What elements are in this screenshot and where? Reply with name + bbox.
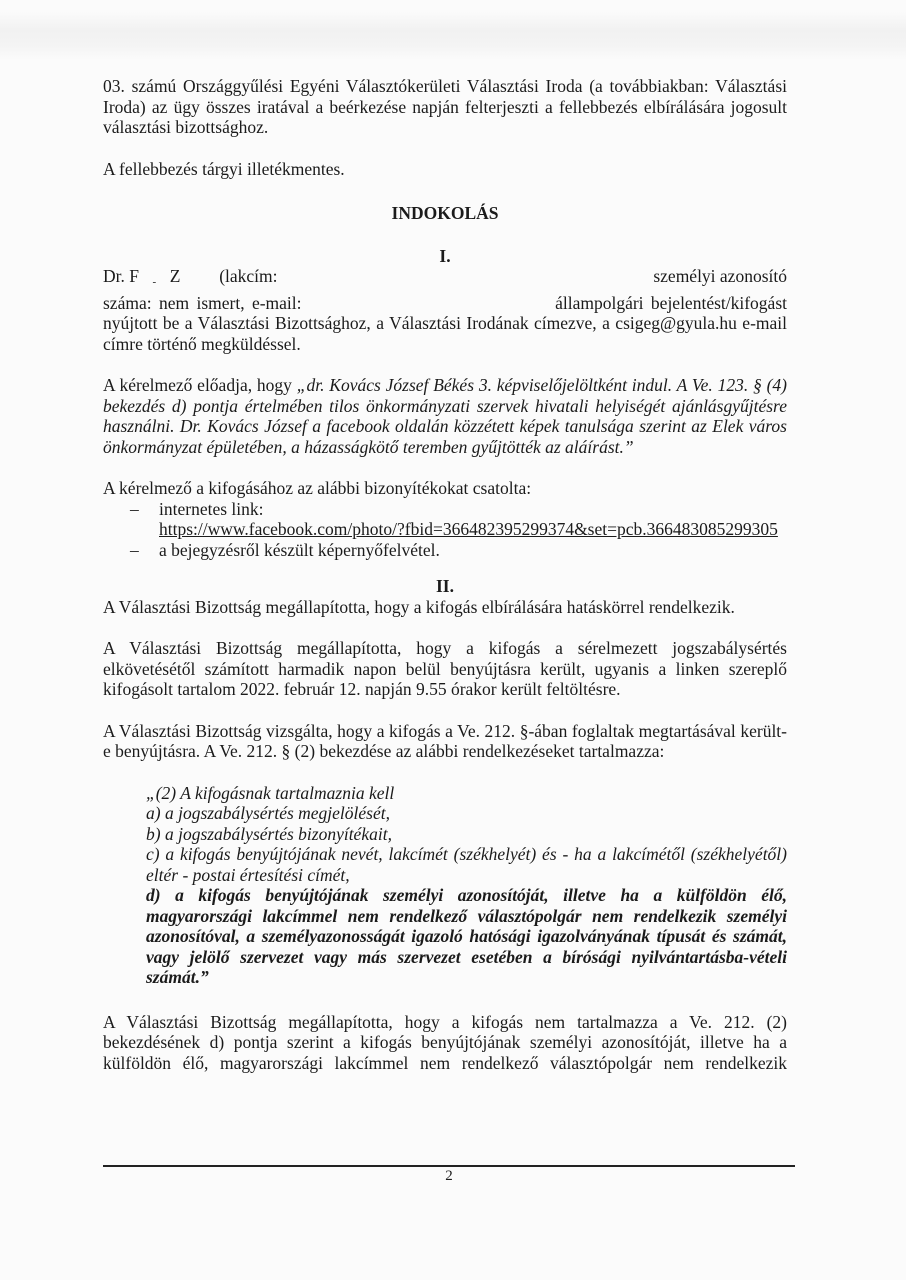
applicant-line-1 bbox=[103, 266, 787, 293]
evidence-list bbox=[103, 499, 787, 561]
id-number-text: száma: nem ismert, e-mail: bbox=[103, 292, 302, 313]
dash-bullet: – bbox=[130, 539, 139, 560]
evidence-item-link bbox=[103, 499, 787, 540]
applicant-line-2 bbox=[103, 293, 787, 314]
address-label: (lakcím: bbox=[219, 266, 278, 286]
evidence-item-screenshot bbox=[103, 540, 787, 561]
complaint-text: állampolgári bejelentést/kifogást bbox=[555, 292, 787, 313]
scan-artifact-band bbox=[0, 12, 906, 60]
evidence-label: internetes link: bbox=[159, 498, 264, 519]
section-title: INDOKOLÁS bbox=[391, 203, 499, 223]
law-point-c: c) a kifogás benyújtójának nevét, lakcímét (székhelyét) és - ha a lakcímétől (székhelyétől) eltér - postai értesítési címét, bbox=[146, 844, 787, 885]
applicant-initial: Z bbox=[169, 266, 181, 286]
law-point-d: d) a kifogás benyújtójának személyi azonosítóját, illetve ha a külföldön élő, magyarországi lakcímmel nem rendelkező választópolgár nem rendelkezik személyi azonosítóval, a személyazonosságát igazoló hatósági igazolványának típusát és számát, vagy jelölő szervezet vagy más szervezet esetében a bírósági nyilvántartásba-vételi számát.” bbox=[146, 885, 787, 987]
facebook-link[interactable]: https://www.facebook.com/photo/?fbid=366482395299374&set=pcb.366483085299305 bbox=[159, 519, 778, 539]
applicant-name-start: Dr. F bbox=[103, 266, 139, 286]
examination-paragraph: A Választási Bizottság vizsgálta, hogy a kifogás a Ve. 212. §-ában foglaltak megtartásával került-e benyújtásra. A Ve. 212. § (2) bekezdése az alábbi rendelkezéseket tartalmazza: bbox=[103, 720, 787, 761]
law-point-b: b) a jogszabálysértés bizonyítékait, bbox=[146, 823, 392, 844]
part-two-numeral: II. bbox=[436, 576, 454, 596]
submission-text: nyújtott be a Választási Bizottsághoz, a Választási Irodának címezve, a csigeg@gyula.hu e-mail címre történő megküldéssel. bbox=[103, 313, 787, 354]
personal-id-label: személyi azonosító bbox=[653, 266, 787, 286]
applicant-block bbox=[103, 266, 787, 354]
law-point-a: a) a jogszabálysértés megjelölését, bbox=[146, 803, 390, 823]
evidence-intro: A kérelmező a kifogásához az alábbi bizonyítékokat csatolta: bbox=[103, 478, 532, 498]
fee-paragraph: A fellebbezés tárgyi illetékmentes. bbox=[103, 158, 345, 179]
applicant-name bbox=[103, 266, 278, 293]
claim-intro: A kérelmező előadja, hogy bbox=[103, 375, 297, 395]
claim-paragraph bbox=[103, 375, 787, 457]
part-one-numeral: I. bbox=[439, 245, 451, 266]
evidence-label: a bejegyzésről készült képernyőfelvétel. bbox=[159, 539, 440, 560]
dash-bullet: – bbox=[130, 498, 139, 519]
claim-quote: „dr. Kovács József Békés 3. képviselőjelöltként indul. A Ve. 123. § (4) bekezdés d) pontja értelmében tilos önkormányzati szervek hivatali helyiségét ajánlásgyűjtésre használni. Dr. Kovács József a facebook oldalán közzétett képek tanulsága szerint az Elek város önkormányzat épületében, a házasságkötő teremben gyűjtötték az aláírást.” bbox=[103, 375, 787, 457]
footer-divider bbox=[103, 1165, 795, 1167]
document-body bbox=[103, 76, 787, 1073]
intro-paragraph: 03. számú Országgyűlési Egyéni Választókerületi Választási Iroda (a továbbiakban: Választási Iroda) az ügy összes iratával a beérkezése napján felterjeszti a fellebbezés elbírálására jogosult választási bizottsághoz. bbox=[103, 76, 787, 137]
law-quote bbox=[103, 783, 787, 988]
redaction-mark: - bbox=[152, 276, 157, 288]
timeliness-paragraph: A Választási Bizottság megállapította, hogy a kifogás a sérelmezett jogszabálysértés elkövetésétől számított harmadik napon belül benyújtásra került, ugyanis a linken szereplő kifogásolt tartalom 2022. február 12. napján 9.55 órakor került feltöltésre. bbox=[103, 638, 787, 699]
page-number: 2 bbox=[445, 1168, 453, 1184]
finding-paragraph: A Választási Bizottság megállapította, hogy a kifogás nem tartalmazza a Ve. 212. (2) bekezdésének d) pontja szerint a kifogás benyújtójának személyi azonosítóját, illetve ha a külföldön élő, magyarországi lakcímmel nem rendelkező választópolgár nem rendelkezik bbox=[103, 1011, 787, 1073]
competence-paragraph: A Választási Bizottság megállapította, hogy a kifogás elbírálására hatáskörrel rendelkezik. bbox=[103, 596, 735, 617]
law-quote-lead: „(2) A kifogásnak tartalmaznia kell bbox=[146, 782, 395, 803]
